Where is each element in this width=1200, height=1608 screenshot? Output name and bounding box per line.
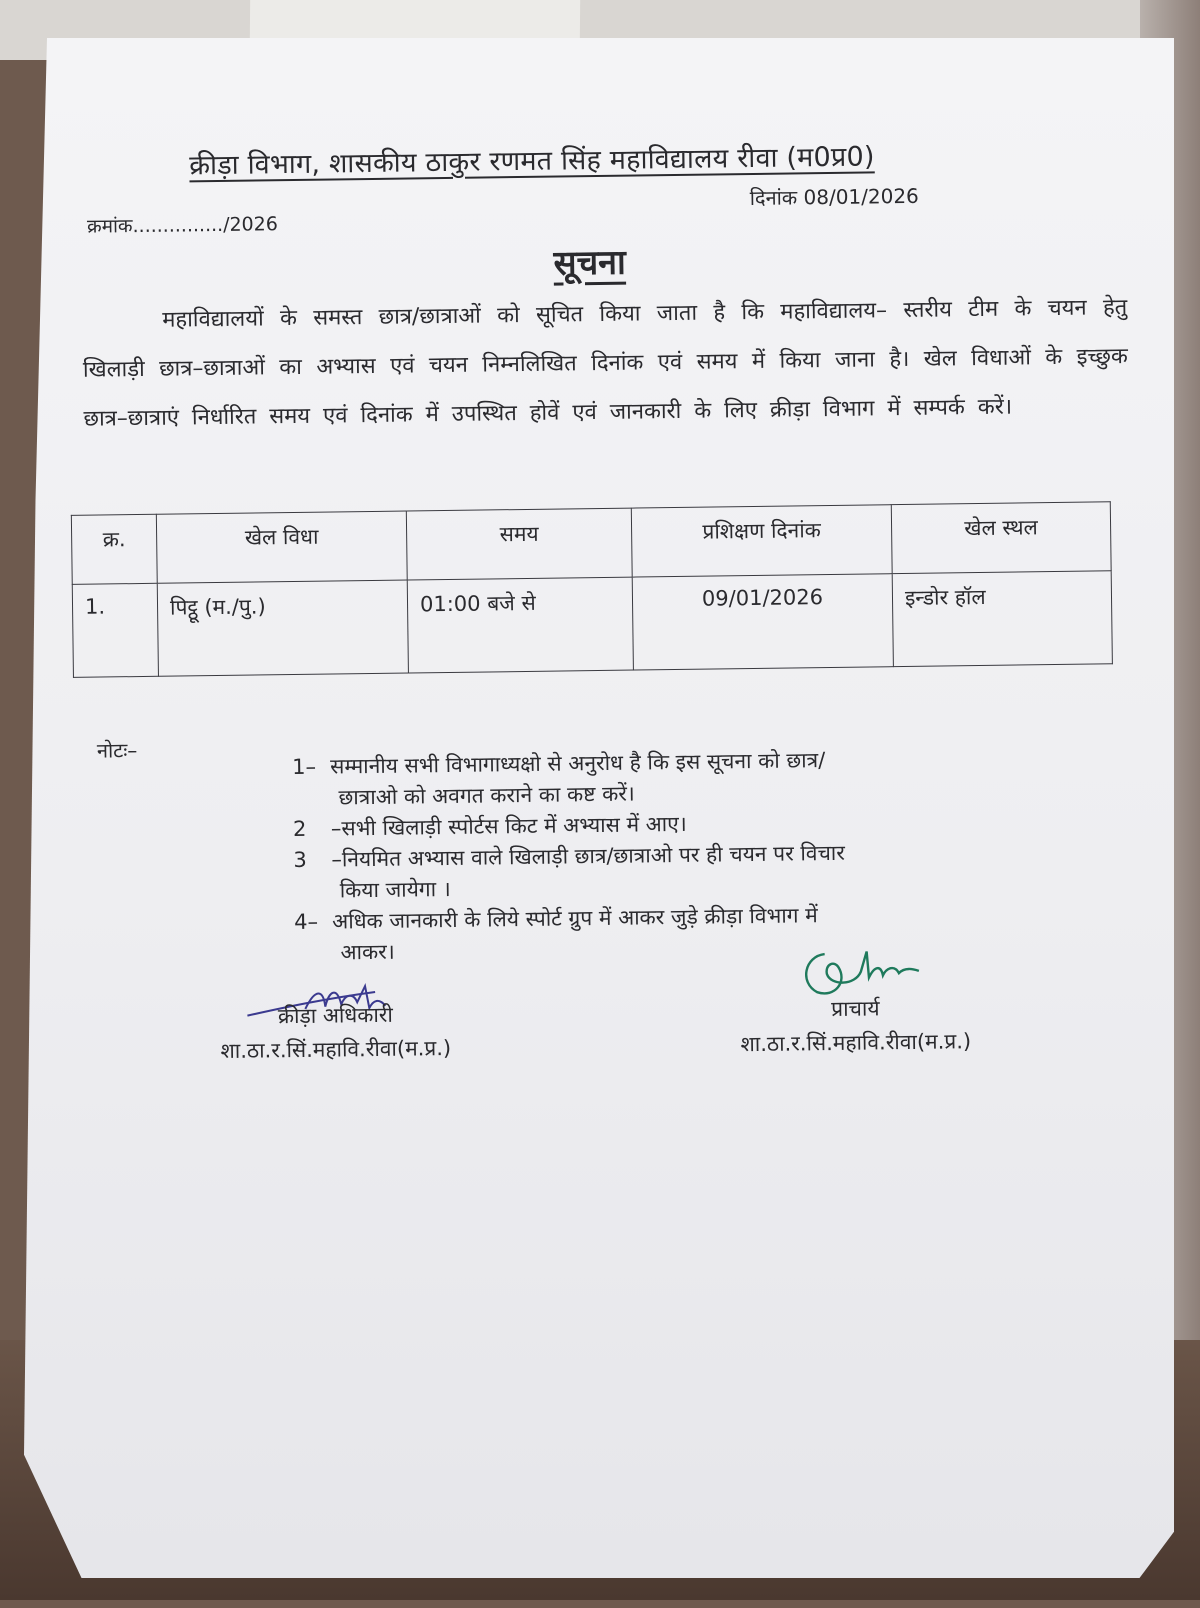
- notes-list: [292, 743, 995, 969]
- principal-title: प्राचार्य: [831, 996, 880, 1022]
- principal-org: शा.ठा.र.सिं.महावि.रीवा(म.प्र.): [740, 1029, 972, 1057]
- note-number: 4–: [294, 909, 319, 935]
- notice-date: दिनांक 08/01/2026: [749, 183, 919, 211]
- note-continuation: छात्राओ को अवगत कराने का कष्ट करें।: [338, 781, 635, 810]
- notice-heading: सूचना: [553, 242, 627, 284]
- cell-venue: इन्डोर हॉल: [892, 571, 1112, 667]
- note-item-3: [293, 836, 994, 907]
- column-header-training-date: प्रशिक्षण दिनांक: [631, 505, 892, 577]
- sports-officer-block: [195, 997, 476, 1069]
- note-item-1: [292, 743, 993, 814]
- column-header-sport: खेल विधा: [156, 511, 407, 583]
- notice-body: महाविद्यालयों के समस्त छात्र/छात्राओं को सूचित किया जाता है कि महाविद्यालय– स्तरीय टीम के चयन हेतु खिलाड़ी छात्र–छात्राओं का अभ्यास एवं चयन निम्नलिखित दिनांक एवं समय में किया जाना है। खेल विधाओं के इच्छुक छात्र–छात्राएं निर्धारित समय एवं दिनांक में उपस्थित होवें एवं जानकारी के लिए क्रीड़ा विभाग में सम्पर्क करें।: [82, 295, 1129, 432]
- column-header-time: समय: [406, 508, 632, 580]
- notes-label: नोटः–: [96, 738, 138, 763]
- note-text: अधिक जानकारी के लिये स्पोर्ट ग्रुप में आकर जुड़े क्रीड़ा विभाग में: [332, 903, 818, 934]
- schedule-table: [71, 501, 1113, 678]
- principal-block: [710, 990, 1001, 1062]
- cell-serial: 1.: [72, 583, 158, 677]
- note-continuation: किया जायेगा ।: [339, 876, 451, 903]
- note-number: 1–: [292, 754, 317, 780]
- note-number: 3: [293, 847, 307, 873]
- column-header-venue: खेल स्थल: [891, 502, 1111, 574]
- sports-officer-org: शा.ठा.र.सिं.महावि.रीवा(म.प्र.): [220, 1035, 452, 1064]
- note-continuation: आकर।: [340, 939, 395, 965]
- sports-officer-title: क्रीड़ा अधिकारी: [277, 1002, 394, 1029]
- note-text: सम्मानीय सभी विभागाध्यक्षो से अनुरोध है कि इस सूचना को छात्र/: [329, 748, 826, 779]
- cell-training-date: 09/01/2026: [632, 574, 893, 670]
- note-text: –नियमित अभ्यास वाले खिलाड़ी छात्र/छात्राओ पर ही चयन पर विचार: [331, 840, 846, 872]
- note-text: –सभी खिलाड़ी स्पोर्टस किट में अभ्यास में आए।: [330, 811, 687, 841]
- reference-number: क्रमांक.............../2026: [86, 213, 279, 238]
- cell-sport: पिट्ठू (म./पु.): [157, 580, 408, 676]
- department-title: क्रीड़ा विभाग, शासकीय ठाकुर रणमत सिंह महाविद्यालय रीवा (म0प्र0): [189, 141, 875, 182]
- cell-time: 01:00 बजे से: [407, 577, 633, 673]
- column-header-serial: क्र.: [71, 514, 157, 584]
- note-number: 2: [292, 816, 307, 842]
- table-row: [72, 571, 1112, 678]
